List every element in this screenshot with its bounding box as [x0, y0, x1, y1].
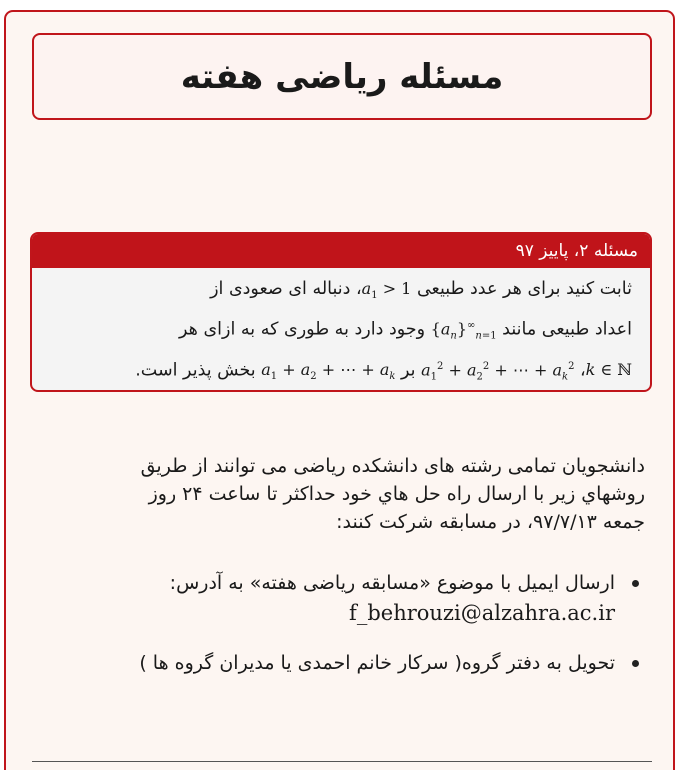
title-box: [32, 33, 652, 120]
intro-paragraph: [25, 452, 645, 536]
problem-text: وجود دارد به طوری که به ازای هر: [179, 319, 426, 340]
problem-statement: [32, 268, 650, 392]
problem-line-3: k ∈ ℕ، $a_1^2 + a_2^2$ + ⋯ + $a_k^2$ بر $a_1 + a_2$ + ⋯ + $a_k$ بخش پذیر است.: [50, 352, 632, 392]
problem-text: اعداد طبیعی مانند: [502, 319, 632, 340]
intro-line-2: روشهاي زیر با ارسال راه حل هاي خود حداکثر تا ساعت ۲۴ روز: [148, 483, 645, 505]
problem-text: ، دنباله ای صعودی از: [210, 279, 362, 299]
problem-line-1: [50, 274, 632, 311]
math-k-natural: k ∈ ℕ: [585, 360, 632, 380]
math-sum-squares: $a_1^2 + a_2^2$ + ⋯ + $a_k^2$: [421, 360, 575, 383]
math-inequality: $a_1 > 1$: [361, 279, 412, 302]
footer-divider: [32, 761, 652, 762]
intro-line-3: جمعه ۹۷/۷/۱۳، در مسابقه شرکت کنند:: [336, 511, 645, 533]
problem-line-2: [50, 311, 632, 352]
email-instruction: ارسال ایمیل با موضوع «مسابقه ریاضی هفته» به آدرس:: [169, 572, 615, 594]
problem-header: مسئله ۲، پاییز ۹۷: [32, 234, 650, 268]
math-sum: $a_1 + a_2$ + ⋯ + $a_k$: [261, 360, 396, 383]
office-instruction: تحویل به دفتر گروه( سرکار خانم احمدی یا مدیران گروه ها ): [139, 652, 615, 674]
problem-text: ثابت کنید برای هر عدد طبیعی: [416, 279, 632, 299]
math-sequence: $\{a_n\}^\infty_{n=1}$: [430, 319, 497, 342]
submission-methods-list: [25, 568, 645, 698]
page-title: مسئله ریاضی هفته: [180, 56, 504, 97]
problem-box: [30, 232, 652, 392]
problem-text: بخش پذیر است.: [135, 360, 256, 381]
list-item-email: [25, 568, 645, 628]
list-item-office: [25, 648, 645, 678]
email-link[interactable]: f_behrouzi@alzahra.ac.ir: [349, 601, 615, 625]
problem-text: بر: [401, 360, 416, 381]
intro-line-1: دانشجویان تمامی رشته های دانشکده ریاضی می توانند از طریق: [140, 455, 645, 477]
poster-frame: [4, 10, 675, 770]
